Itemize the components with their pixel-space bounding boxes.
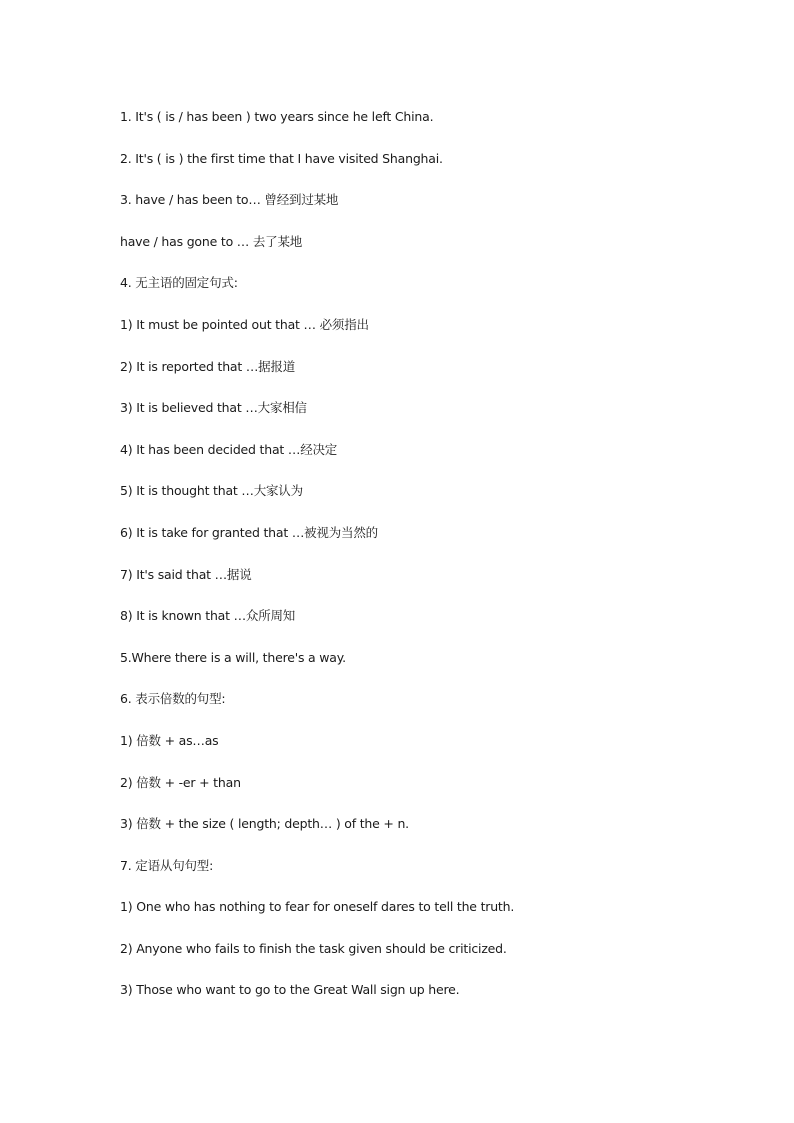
text-line-7: 2) It is reported that …据报道	[120, 358, 296, 374]
text-line-20: 1) One who has nothing to fear for oneself dares to tell the truth.	[120, 899, 515, 915]
text-line-8: 3) It is believed that …大家相信	[120, 400, 307, 416]
text-line-18: 3) 倍数 + the size ( length; depth… ) of the + n.	[120, 816, 409, 832]
text-line-16: 1) 倍数 + as…as	[120, 732, 219, 748]
document-body	[120, 107, 740, 1022]
text-line-21: 2) Anyone who fails to finish the task given should be criticized.	[120, 940, 507, 956]
text-line-14: 5.Where there is a will, there's a way.	[120, 649, 346, 665]
text-line-10: 5) It is thought that …大家认为	[120, 483, 303, 499]
section-heading-4: 4. 无主语的固定句式:	[120, 275, 238, 291]
section-heading-6: 6. 表示倍数的句型:	[120, 691, 226, 707]
text-line-12: 7) It's said that …据说	[120, 566, 252, 582]
text-line-3: 3. have / has been to… 曾经到过某地	[120, 192, 339, 208]
text-line-9: 4) It has been decided that …经决定	[120, 441, 338, 457]
text-line-6: 1) It must be pointed out that … 必须指出	[120, 316, 369, 332]
text-line-1: 1. It's ( is / has been ) two years since he left China.	[120, 109, 434, 124]
text-line-13: 8) It is known that …众所周知	[120, 608, 296, 624]
section-heading-7: 7. 定语从句句型:	[120, 857, 214, 873]
text-line-17: 2) 倍数 + -er + than	[120, 774, 241, 790]
text-line-2: 2. It's ( is ) the first time that I have visited Shanghai.	[120, 150, 443, 166]
text-line-22: 3) Those who want to go to the Great Wall sign up here.	[120, 982, 460, 998]
text-line-4: have / has gone to … 去了某地	[120, 233, 303, 249]
text-line-11: 6) It is take for granted that …被视为当然的	[120, 524, 378, 540]
